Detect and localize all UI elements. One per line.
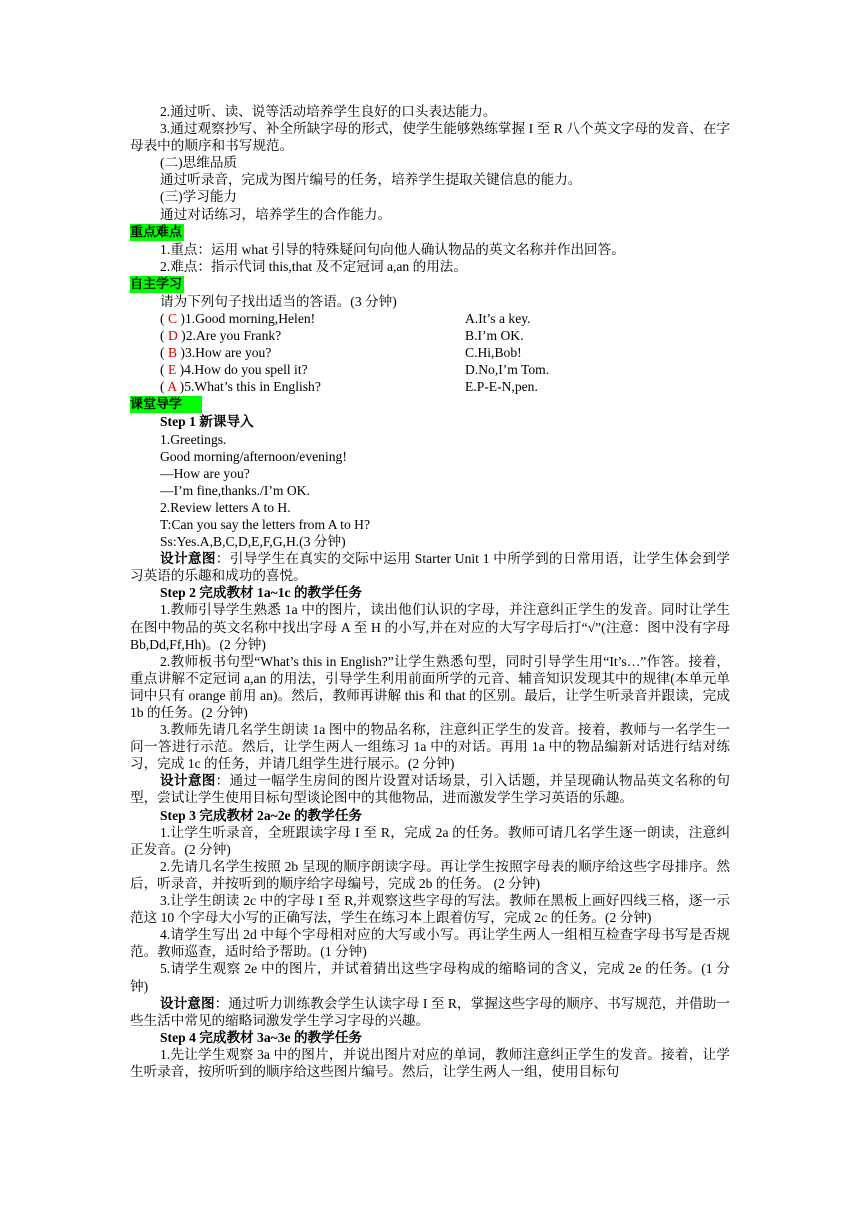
step-1-line: 2.Review letters A to H. [160, 499, 291, 515]
step-3-title: Step 3 完成教材 2a~2e 的教学任务 [160, 807, 362, 823]
thinking-text: 通过听录音，完成为图片编号的任务，培养学生提取关键信息的能力。 [160, 172, 582, 188]
step-3-para: 3.让学生朗读 2c 中的字母 I 至 R,并观察这些字母的写法。教师在黑板上画好四线三格，逐一示范这 10 个字母大小写的正确写法，学生在练习本上跟着仿写，完成 2c 的任务。(2 分钟) [130, 893, 730, 926]
self-study-instruction: 请为下列句子找出适当的答语。(3 分钟) [160, 293, 397, 309]
guide-heading: 课堂导学 [130, 396, 202, 413]
option-text: E.P-E-N,pen. [465, 379, 538, 395]
key-point-2: 2.难点：指示代词 this,that 及不定冠词 a,an 的用法。 [160, 258, 467, 274]
self-study-section [130, 275, 730, 293]
step-4-title: Step 4 完成教材 3a~3e 的教学任务 [160, 1029, 362, 1045]
document-page [130, 103, 730, 1080]
step-3-para: 2.先请几名学生按照 2b 呈现的顺序朗读字母。再让学生按照字母表的顺序给这些字母排序。然后，听录音，并按听到的顺序给字母编号，完成 2b 的任务。 (2 分钟) [130, 858, 730, 891]
self-study-heading: 自主学习 [130, 276, 183, 292]
key-points-section [130, 223, 730, 241]
answer-text: E [167, 362, 177, 378]
option-text: B.I’m OK. [465, 328, 524, 344]
answer-text: B [167, 345, 178, 361]
key-point-1: 1.重点：运用 what 引导的特殊疑问句向他人确认物品的英文名称并作出回答。 [160, 241, 625, 257]
key-points-heading: 重点难点 [130, 224, 183, 240]
step-3-intent: 设计意图：通过听力训练教会学生认读字母 I 至 R，掌握这些字母的顺序、书写规范，并借助一些生活中常见的缩略词激发学生学习字母的兴趣。 [130, 995, 730, 1028]
step-1-line: 1.Greetings. [160, 431, 227, 447]
guide-section [130, 395, 730, 413]
step-1-intent: 设计意图：引导学生在真实的交际中运用 Starter Unit 1 中所学到的日常用语，让学生体会到学习英语的乐趣和成功的喜悦。 [130, 551, 731, 584]
step-4-para: 1.先让学生观察 3a 中的图片，并说出图片对应的单词，教师注意纠正学生的发音。接着，让学生听录音，按所听到的顺序给这些图片编号。然后，让学生两人一组，使用目标句 [130, 1046, 730, 1079]
step-2-para: 1.教师引导学生熟悉 1a 中的图片，读出他们认识的字母，并注意纠正学生的发音。同时让学生在图中物品的英文名称中找出字母 A 至 H 的小写,并在对应的大写字母后打“√”(注意：图中没有字母 Bb,Dd,Ff,Hh)。(2 分钟) [130, 602, 730, 652]
step-2-intent: 设计意图：通过一幅学生房间的图片设置对话场景，引入话题，并呈现确认物品英文名称的句型，尝试让学生使用目标句型谈论图中的其他物品，进而激发学生学习英语的乐趣。 [130, 773, 730, 806]
list-item: ( A )5.What’s this in English? E.P-E-N,pen. [160, 379, 538, 395]
step-1-line: T:Can you say the letters from A to H? [160, 516, 370, 532]
option-text: A.It’s a key. [465, 310, 531, 326]
learning-heading: (三)学习能力 [160, 189, 238, 205]
option-text: C.Hi,Bob! [465, 345, 522, 361]
step-3-para: 4.请学生写出 2d 中每个字母相对应的大写或小写。再让学生两人一组相互检查字母书写是否规范。教师巡查，适时给予帮助。(1 分钟) [130, 927, 730, 960]
answer-text: A [167, 379, 177, 395]
answer-text: D [167, 328, 178, 344]
step-3-para: 5.请学生观察 2e 中的图片，并试着猜出这些字母构成的缩略词的含义，完成 2e 的任务。(1 分钟) [130, 961, 730, 994]
goal-2: 2.通过听、读、说等活动培养学生良好的口头表达能力。 [160, 104, 497, 119]
list-item: ( E )4.How do you spell it? D.No,I’m Tom. [160, 362, 550, 378]
goal-3: 3.通过观察抄写、补全所缺字母的形式，使学生能够熟练掌握 I 至 R 八个英文字母的发音、在字母表中的顺序和书写规范。 [130, 121, 730, 154]
step-1-title: Step 1 新课导入 [160, 414, 254, 430]
step-1-line: —How are you? [160, 465, 250, 481]
list-item: ( D )2.Are you Frank? B.I’m OK. [160, 328, 524, 344]
step-2-para: 3.教师先请几名学生朗读 1a 图中的物品名称，注意纠正学生的发音。接着，教师与一名学生一问一答进行示范。然后，让学生两人一组练习 1a 中的对话。再用 1a 中的物品编新对话进行结对练习，完成 1c 的任务，并请几组学生进行展示。(2 分钟) [130, 722, 730, 772]
step-1-line: Ss:Yes.A,B,C,D,E,F,G,H.(3 分钟) [160, 534, 346, 550]
step-1-line: —I’m fine,thanks./I’m OK. [160, 482, 310, 498]
list-item: ( C )1.Good morning,Helen! A.It’s a key. [160, 310, 531, 326]
list-item: ( B )3.How are you? C.Hi,Bob! [160, 345, 522, 361]
step-2-para: 2.教师板书句型“What’s this in English?”让学生熟悉句型，同时引导学生用“It’s…”作答。接着，重点讲解不定冠词 a,an 的用法，引导学生利用前面所学的元音、辅音知识发现其中的规律(本单元单词中只有 orange 前用 an)。然后，教师再讲解 this 和 that 的区别。最后，让学生听录音并跟读，完成 1b 的任务。(2 分钟) [130, 653, 730, 720]
step-2-title: Step 2 完成教材 1a~1c 的教学任务 [160, 585, 362, 601]
answer-text: C [167, 310, 178, 326]
step-1-line: Good morning/afternoon/evening! [160, 448, 347, 464]
learning-text: 通过对话练习，培养学生的合作能力。 [160, 206, 392, 222]
thinking-heading: (二)思维品质 [160, 155, 238, 171]
step-3-para: 1.让学生听录音，全班跟读字母 I 至 R，完成 2a 的任务。教师可请几名学生逐一朗读，注意纠正发音。(2 分钟) [130, 824, 730, 857]
option-text: D.No,I’m Tom. [465, 362, 550, 378]
